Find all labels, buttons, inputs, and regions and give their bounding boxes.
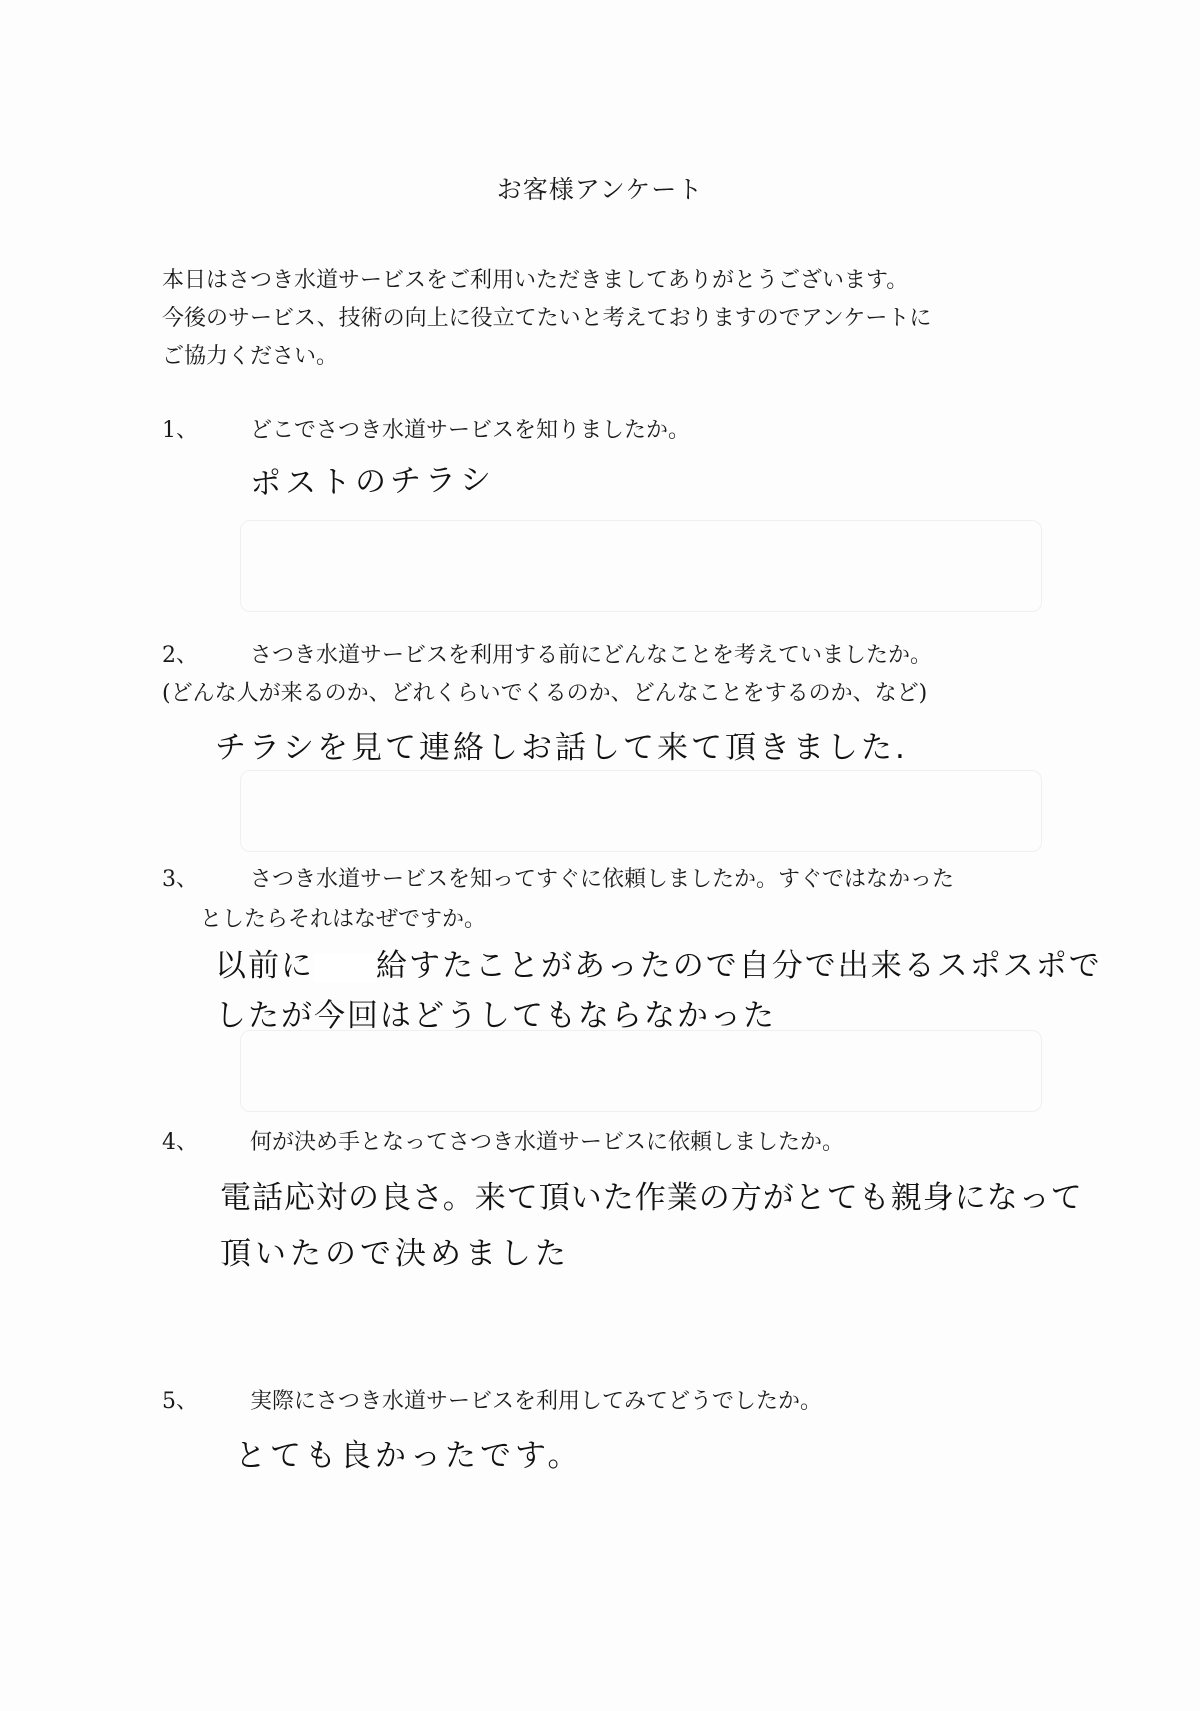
answer-box	[240, 1030, 1042, 1112]
intro-line: 今後のサービス、技術の向上に役立てたいと考えておりますのでアンケートに	[162, 306, 932, 331]
answer-3-line: したが今回はどうしてもならなかった	[215, 998, 776, 1034]
redaction-mark	[314, 953, 376, 983]
question-number: 2、	[162, 643, 198, 668]
question-number: 1、	[162, 418, 198, 443]
question-text: としたらそれはなぜですか。	[200, 907, 487, 932]
page-title: お客様アンケート	[496, 175, 704, 204]
question-number: 5、	[162, 1389, 198, 1414]
intro-line: 本日はさつき水道サービスをご利用いただきましてありがとうございます。	[162, 268, 909, 293]
question-3-continued	[200, 902, 486, 938]
answer-fragment: 以前に	[215, 948, 314, 984]
question-text: どこでさつき水道サービスを知りましたか。	[250, 418, 691, 443]
question-note: (どんな人が来るのか、どれくらいでくるのか、どんなことをするのか、など)	[162, 681, 928, 706]
question-text: さつき水道サービスを知ってすぐに依頼しましたか。すぐではなかった	[250, 867, 955, 892]
answer-1-line: ポストのチラシ	[249, 461, 496, 502]
answer-4-line: 電話応対の良さ。来て頂いた作業の方がとても親身になって	[220, 1180, 1083, 1216]
answer-5-line: とても良かったです。	[235, 1438, 583, 1474]
answer-4-line: 頂いたので決めました	[220, 1236, 570, 1272]
question-number: 4、	[162, 1130, 198, 1155]
answer-box	[240, 520, 1042, 612]
question-number: 3、	[162, 867, 198, 892]
answer-2-line: チラシを見て連絡しお話して来て頂きました.	[215, 730, 908, 766]
answer-box	[240, 770, 1042, 852]
intro-line: ご協力ください。	[162, 344, 339, 369]
answer-3-line	[215, 940, 1102, 985]
intro-text	[162, 262, 1062, 376]
answer-fragment: 給すたことがあったので自分で出来るスポスポで	[376, 948, 1102, 984]
question-text: 何が決め手となってさつき水道サービスに依頼しましたか。	[250, 1130, 845, 1155]
question-text: 実際にさつき水道サービスを利用してみてどうでしたか。	[250, 1389, 823, 1414]
question-text: さつき水道サービスを利用する前にどんなことを考えていましたか。	[250, 643, 933, 668]
